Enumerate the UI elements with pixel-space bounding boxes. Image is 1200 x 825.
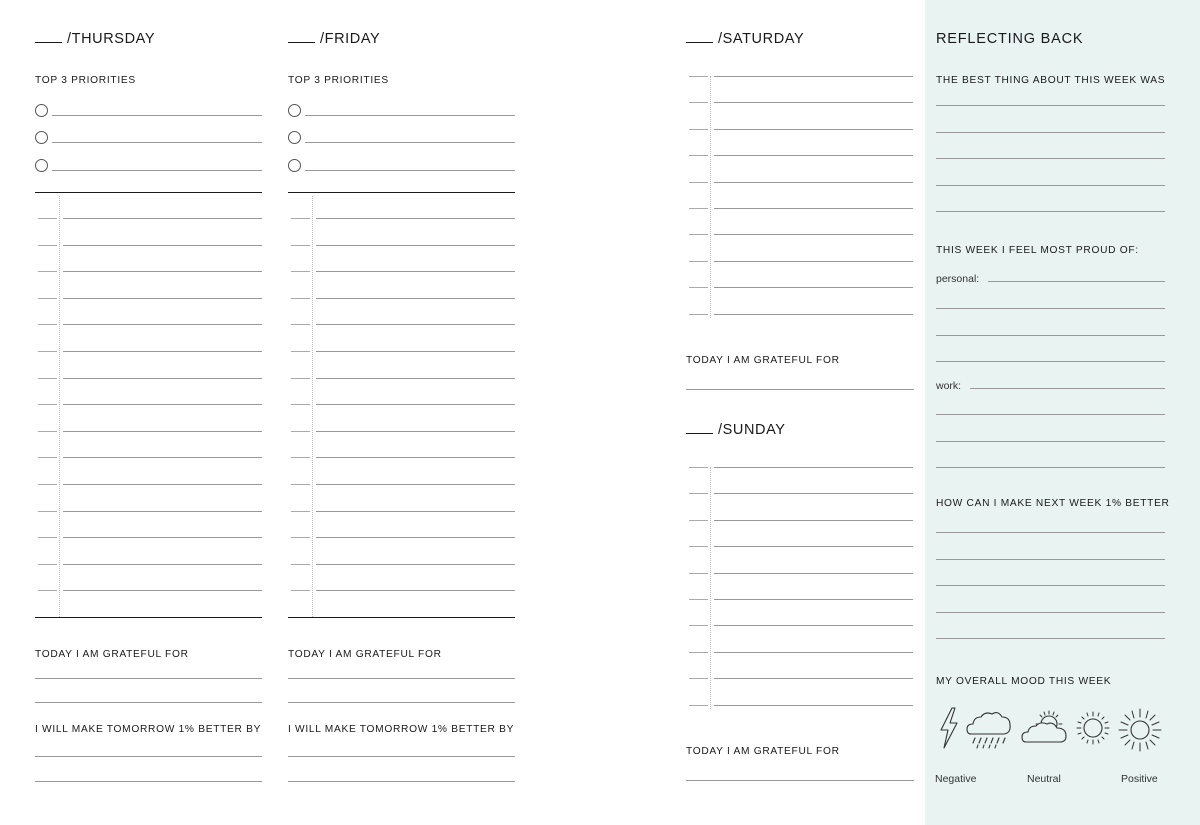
writing-line[interactable]: [936, 414, 1165, 415]
writing-line[interactable]: [936, 335, 1165, 336]
entry-line[interactable]: [63, 431, 262, 432]
time-slot-line[interactable]: [38, 484, 57, 485]
schedule-row[interactable]: [35, 245, 262, 246]
time-slot-line[interactable]: [291, 271, 310, 272]
time-slot-line[interactable]: [689, 261, 708, 262]
time-slot-line[interactable]: [689, 493, 708, 494]
schedule-row[interactable]: [686, 520, 913, 521]
schedule-row[interactable]: [35, 378, 262, 379]
date-blank: [288, 42, 315, 43]
time-slot-line[interactable]: [291, 537, 310, 538]
schedule-row[interactable]: [35, 537, 262, 538]
entry-line[interactable]: [714, 599, 913, 600]
time-slot-line[interactable]: [38, 590, 57, 591]
writing-line[interactable]: [936, 185, 1165, 186]
schedule-row[interactable]: [686, 102, 913, 103]
schedule-row[interactable]: [686, 573, 913, 574]
writing-line[interactable]: [35, 702, 262, 703]
schedule-row[interactable]: [35, 484, 262, 485]
sunday-title: /SUNDAY: [718, 422, 786, 438]
reflecting-back-title: REFLECTING BACK: [936, 31, 1084, 47]
lightning-icon[interactable]: [937, 706, 961, 750]
time-column-divider: [59, 196, 60, 617]
time-slot-line[interactable]: [291, 457, 310, 458]
time-slot-line[interactable]: [291, 590, 310, 591]
checkbox-circle-icon[interactable]: [35, 104, 48, 117]
time-slot-line[interactable]: [689, 182, 708, 183]
schedule-row[interactable]: [686, 261, 913, 262]
schedule-row[interactable]: [35, 218, 262, 219]
date-blank: [686, 42, 713, 43]
tomorrow-better-label: I WILL MAKE TOMORROW 1% BETTER BY: [35, 724, 262, 735]
mood-scale: [935, 706, 1170, 758]
entry-line[interactable]: [63, 351, 262, 352]
work-label: work:: [936, 380, 962, 392]
time-slot-line[interactable]: [689, 546, 708, 547]
time-slot-line[interactable]: [38, 351, 57, 352]
schedule-row[interactable]: [288, 457, 515, 458]
writing-line[interactable]: [686, 389, 914, 390]
schedule-row[interactable]: [686, 652, 913, 653]
entry-line[interactable]: [714, 182, 913, 183]
saturday-schedule[interactable]: [686, 76, 913, 318]
schedule-bottom-rule: [288, 617, 515, 618]
personal-line[interactable]: [988, 281, 1165, 282]
entry-line[interactable]: [714, 102, 913, 103]
time-slot-line[interactable]: [38, 298, 57, 299]
priority-item[interactable]: [35, 104, 262, 118]
time-slot-line[interactable]: [689, 467, 708, 468]
schedule-row[interactable]: [288, 537, 515, 538]
entry-line[interactable]: [63, 590, 262, 591]
entry-line[interactable]: [316, 245, 515, 246]
schedule-row[interactable]: [686, 182, 913, 183]
schedule-row[interactable]: [288, 218, 515, 219]
writing-line[interactable]: [686, 780, 914, 781]
entry-line[interactable]: [63, 324, 262, 325]
schedule-row[interactable]: [686, 129, 913, 130]
time-slot-line[interactable]: [38, 431, 57, 432]
entry-line[interactable]: [714, 520, 913, 521]
entry-line[interactable]: [63, 378, 262, 379]
time-slot-line[interactable]: [291, 324, 310, 325]
schedule-row[interactable]: [686, 493, 913, 494]
schedule-row[interactable]: [288, 245, 515, 246]
time-slot-line[interactable]: [38, 537, 57, 538]
time-slot-line[interactable]: [291, 431, 310, 432]
work-line[interactable]: [970, 388, 1165, 389]
date-blank: [686, 433, 713, 434]
entry-line[interactable]: [714, 234, 913, 235]
schedule-row[interactable]: [686, 234, 913, 235]
time-slot-line[interactable]: [689, 208, 708, 209]
time-column-divider: [312, 196, 313, 617]
entry-line[interactable]: [714, 287, 913, 288]
schedule-bottom-rule: [35, 617, 262, 618]
entry-line[interactable]: [714, 155, 913, 156]
time-column-divider: [710, 467, 711, 709]
writing-line[interactable]: [35, 678, 262, 679]
entry-line[interactable]: [316, 484, 515, 485]
entry-line[interactable]: [714, 76, 913, 77]
schedule-row[interactable]: [35, 298, 262, 299]
time-slot-line[interactable]: [38, 511, 57, 512]
schedule-row[interactable]: [35, 457, 262, 458]
time-slot-line[interactable]: [689, 652, 708, 653]
sunday-heading: [686, 422, 786, 438]
writing-line[interactable]: [936, 559, 1165, 560]
time-slot-line[interactable]: [291, 245, 310, 246]
entry-line[interactable]: [63, 218, 262, 219]
schedule-row[interactable]: [686, 678, 913, 679]
sunday-schedule[interactable]: [686, 467, 913, 709]
bright-sun-icon[interactable]: [1117, 706, 1163, 754]
overall-mood-label: MY OVERALL MOOD THIS WEEK: [936, 676, 1112, 687]
mood-positive-label: Positive: [1121, 773, 1158, 785]
schedule-row[interactable]: [686, 287, 913, 288]
priority-item[interactable]: [35, 131, 262, 145]
writing-line[interactable]: [288, 678, 515, 679]
writing-line[interactable]: [288, 781, 515, 782]
thursday-heading: [35, 31, 155, 47]
schedule-row[interactable]: [686, 314, 913, 315]
schedule-row[interactable]: [686, 546, 913, 547]
entry-line[interactable]: [714, 129, 913, 130]
schedule-row[interactable]: [35, 271, 262, 272]
thursday-title: /THURSDAY: [67, 31, 156, 47]
writing-line[interactable]: [936, 467, 1165, 468]
time-slot-line[interactable]: [689, 573, 708, 574]
entry-line[interactable]: [714, 573, 913, 574]
time-slot-line[interactable]: [38, 457, 57, 458]
schedule-row[interactable]: [35, 590, 262, 591]
writing-line[interactable]: [936, 638, 1165, 639]
writing-line[interactable]: [35, 781, 262, 782]
schedule-row[interactable]: [288, 298, 515, 299]
time-slot-line[interactable]: [689, 155, 708, 156]
writing-line[interactable]: [936, 361, 1165, 362]
schedule-row[interactable]: [288, 324, 515, 325]
entry-line[interactable]: [316, 511, 515, 512]
entry-line[interactable]: [63, 298, 262, 299]
schedule-grid[interactable]: [288, 192, 515, 617]
time-slot-line[interactable]: [689, 287, 708, 288]
time-slot-line[interactable]: [689, 599, 708, 600]
entry-line[interactable]: [714, 467, 913, 468]
time-slot-line[interactable]: [291, 564, 310, 565]
entry-line[interactable]: [316, 378, 515, 379]
checkbox-circle-icon[interactable]: [288, 104, 301, 117]
writing-line[interactable]: [936, 105, 1165, 106]
entry-line[interactable]: [316, 564, 515, 565]
schedule-row[interactable]: [35, 324, 262, 325]
grateful-label: TODAY I AM GRATEFUL FOR: [288, 649, 442, 660]
writing-line[interactable]: [35, 756, 262, 757]
schedule-row[interactable]: [35, 431, 262, 432]
time-slot-line[interactable]: [38, 324, 57, 325]
entry-line[interactable]: [316, 298, 515, 299]
writing-line[interactable]: [288, 756, 515, 757]
entry-line[interactable]: [316, 271, 515, 272]
personal-label: personal:: [936, 273, 980, 285]
entry-line[interactable]: [714, 314, 913, 315]
time-slot-line[interactable]: [38, 218, 57, 219]
time-slot-line[interactable]: [291, 218, 310, 219]
entry-line[interactable]: [316, 431, 515, 432]
top-priorities-label: TOP 3 PRIORITIES: [288, 75, 389, 86]
writing-line[interactable]: [936, 532, 1165, 533]
time-slot-line[interactable]: [38, 564, 57, 565]
writing-line[interactable]: [936, 585, 1165, 586]
writing-line[interactable]: [288, 702, 515, 703]
priority-item[interactable]: [35, 159, 262, 173]
writing-line[interactable]: [936, 308, 1165, 309]
schedule-row[interactable]: [35, 564, 262, 565]
schedule-row[interactable]: [686, 625, 913, 626]
time-slot-line[interactable]: [291, 511, 310, 512]
time-slot-line[interactable]: [38, 404, 57, 405]
schedule-row[interactable]: [35, 511, 262, 512]
entry-line[interactable]: [63, 537, 262, 538]
time-slot-line[interactable]: [291, 298, 310, 299]
schedule-row[interactable]: [686, 705, 913, 706]
schedule-row[interactable]: [288, 484, 515, 485]
writing-line[interactable]: [936, 612, 1165, 613]
friday-heading: [288, 31, 380, 47]
entry-line[interactable]: [316, 537, 515, 538]
entry-line[interactable]: [714, 678, 913, 679]
entry-line[interactable]: [316, 218, 515, 219]
priority-item[interactable]: [288, 159, 515, 173]
reflecting-back-panel: [925, 0, 1200, 825]
mood-neutral-label: Neutral: [1027, 773, 1061, 785]
entry-line[interactable]: [63, 511, 262, 512]
rain-cloud-icon[interactable]: [965, 706, 1013, 750]
entry-line[interactable]: [714, 546, 913, 547]
partly-sunny-icon[interactable]: [1021, 706, 1069, 750]
schedule-row[interactable]: [686, 599, 913, 600]
entry-line[interactable]: [714, 652, 913, 653]
entry-line[interactable]: [63, 457, 262, 458]
time-slot-line[interactable]: [689, 234, 708, 235]
top-priorities-label: TOP 3 PRIORITIES: [35, 75, 136, 86]
time-slot-line[interactable]: [38, 271, 57, 272]
grateful-label: TODAY I AM GRATEFUL FOR: [35, 649, 189, 660]
entry-line[interactable]: [714, 625, 913, 626]
schedule-row[interactable]: [686, 467, 913, 468]
time-slot-line[interactable]: [689, 76, 708, 77]
schedule-row[interactable]: [288, 404, 515, 405]
writing-line[interactable]: [936, 441, 1165, 442]
entry-line[interactable]: [63, 404, 262, 405]
saturday-heading: [686, 31, 804, 47]
saturday-grateful-label: TODAY I AM GRATEFUL FOR: [686, 355, 840, 366]
saturday-title: /SATURDAY: [718, 31, 805, 47]
time-slot-line[interactable]: [291, 351, 310, 352]
priority-item[interactable]: [288, 104, 515, 118]
entry-line[interactable]: [63, 271, 262, 272]
best-thing-label: THE BEST THING ABOUT THIS WEEK WAS: [936, 75, 1166, 86]
time-slot-line[interactable]: [689, 520, 708, 521]
tomorrow-better-label: I WILL MAKE TOMORROW 1% BETTER BY: [288, 724, 515, 735]
time-slot-line[interactable]: [291, 484, 310, 485]
time-column-divider: [710, 76, 711, 318]
schedule-row[interactable]: [686, 208, 913, 209]
checkbox-circle-icon[interactable]: [35, 131, 48, 144]
entry-line[interactable]: [316, 457, 515, 458]
entry-line[interactable]: [714, 493, 913, 494]
writing-line[interactable]: [936, 211, 1165, 212]
writing-line[interactable]: [936, 158, 1165, 159]
schedule-row[interactable]: [288, 378, 515, 379]
sun-icon[interactable]: [1073, 706, 1113, 750]
writing-line[interactable]: [936, 132, 1165, 133]
checkbox-circle-icon[interactable]: [288, 131, 301, 144]
entry-line[interactable]: [316, 590, 515, 591]
checkbox-circle-icon[interactable]: [288, 159, 301, 172]
entry-line[interactable]: [316, 324, 515, 325]
checkbox-circle-icon[interactable]: [35, 159, 48, 172]
schedule-row[interactable]: [686, 155, 913, 156]
time-slot-line[interactable]: [689, 129, 708, 130]
schedule-row[interactable]: [288, 431, 515, 432]
entry-line[interactable]: [63, 564, 262, 565]
date-blank: [35, 42, 62, 43]
time-slot-line[interactable]: [689, 705, 708, 706]
schedule-grid[interactable]: [35, 192, 262, 617]
schedule-row[interactable]: [288, 271, 515, 272]
sunday-grateful-label: TODAY I AM GRATEFUL FOR: [686, 746, 840, 757]
schedule-row[interactable]: [686, 76, 913, 77]
entry-line[interactable]: [63, 484, 262, 485]
friday-title: /FRIDAY: [320, 31, 381, 47]
proud-of-label: THIS WEEK I FEEL MOST PROUD OF:: [936, 245, 1139, 256]
entry-line[interactable]: [316, 351, 515, 352]
time-slot-line[interactable]: [38, 245, 57, 246]
entry-line[interactable]: [63, 245, 262, 246]
time-slot-line[interactable]: [291, 378, 310, 379]
schedule-row[interactable]: [288, 564, 515, 565]
time-slot-line[interactable]: [689, 678, 708, 679]
entry-line[interactable]: [714, 261, 913, 262]
time-slot-line[interactable]: [689, 102, 708, 103]
entry-line[interactable]: [714, 208, 913, 209]
time-slot-line[interactable]: [291, 404, 310, 405]
next-week-better-label: HOW CAN I MAKE NEXT WEEK 1% BETTER: [936, 498, 1170, 509]
schedule-row[interactable]: [35, 351, 262, 352]
entry-line[interactable]: [316, 404, 515, 405]
schedule-row[interactable]: [288, 351, 515, 352]
mood-negative-label: Negative: [935, 773, 977, 785]
time-slot-line[interactable]: [689, 314, 708, 315]
schedule-row[interactable]: [288, 590, 515, 591]
time-slot-line[interactable]: [689, 625, 708, 626]
schedule-row[interactable]: [35, 404, 262, 405]
schedule-row[interactable]: [288, 511, 515, 512]
time-slot-line[interactable]: [38, 378, 57, 379]
entry-line[interactable]: [714, 705, 913, 706]
priority-item[interactable]: [288, 131, 515, 145]
